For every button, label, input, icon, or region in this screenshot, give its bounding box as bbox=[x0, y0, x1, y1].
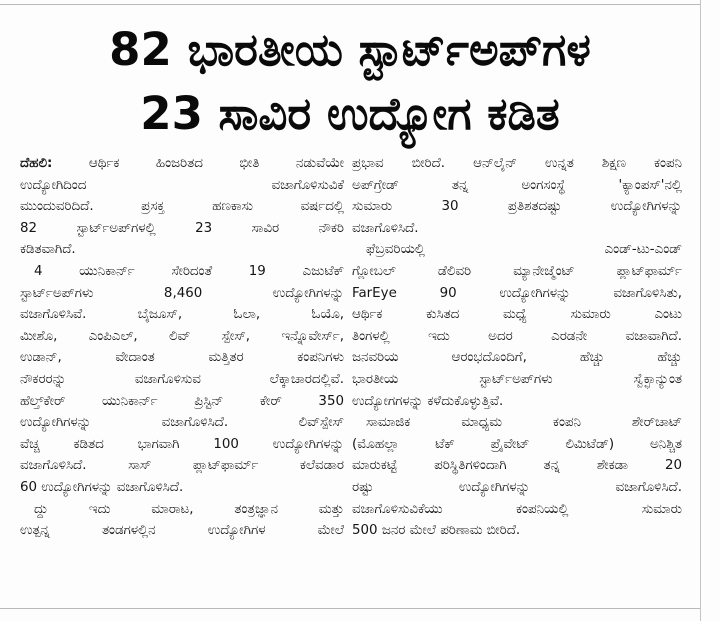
right-rule bbox=[700, 0, 701, 621]
body-line: ಕಡಿತವಾಗಿದೆ. bbox=[20, 242, 76, 258]
headline bbox=[10, 18, 690, 146]
body-line: ಪ್ರಭಾವ ಬೀರಿದೆ. ಆನ್‌ಲೈನ್ ಉನ್ನತ ಶಿಕ್ಷಣ ಕಂಪನಿ bbox=[352, 156, 682, 171]
body-line: FarEye 90 ಉದ್ಯೋಗಿಗಳನ್ನು ವಜಾಗೊಳಿಸಿತು, bbox=[352, 285, 682, 301]
body-line: 82 ಸ್ಟಾರ್ಟ್‌ಅಪ್‌ಗಳಲ್ಲಿ 23 ಸಾವಿರ ನೌಕರಿ bbox=[20, 220, 344, 236]
body-line: ಹೆಲ್ತ್‌ಕೇರ್ ಯುನಿಕಾರ್ನ್ ಪ್ರಿಸ್ಟಿನ್ ಕೇರ್ 350 bbox=[20, 393, 344, 409]
body-line bbox=[20, 153, 344, 175]
body-line: 60 ಉದ್ಯೋಗಿಗಳನ್ನು ವಜಾಗೊಳಿಸಿದೆ. bbox=[20, 479, 184, 495]
body-line: ಉದ್ಯೋಗಿಗಳನ್ನು ವಜಾಗೊಳಿಸಿದೆ. ಲಿವ್‌ಸ್ಪೇಸ್ bbox=[20, 415, 344, 431]
headline-line-2: 23 ಸಾವಿರ ಉದ್ಯೋಗ ಕಡಿತ bbox=[140, 87, 560, 140]
body-line: ದ್ದು ಇದು ಮಾರಾಟ, ತಂತ್ರಜ್ಞಾನ ಮತ್ತು bbox=[34, 501, 344, 517]
body-line: ಅಪ್‌ಗ್ರೇಡ್ ತನ್ನ ಅಂಗಸಂಸ್ಥೆ 'ಕ್ಯಾಂಪಸ್'ನಲ್ಲಿ bbox=[352, 177, 682, 193]
body-line: ರಷ್ಟು ಉದ್ಯೋಗಿಗಳನ್ನು ವಜಾಗೊಳಿಸಿದೆ. bbox=[352, 479, 682, 495]
body-line: ಆರ್ಥಿಕ ಕುಸಿತದ ಮಧ್ಯೆ ಸುಮಾರು ಎಂಟು bbox=[352, 307, 682, 323]
body-line-text: ಆರ್ಥಿಕ ಹಿಂಜರಿತದ ಭೀತಿ ನಡುವೆಯೇ bbox=[52, 156, 344, 171]
body-line: ಉದ್ಯೋಗಿದಿಂದ ವಜಾಗೊಳಿಸುವಿಕೆ bbox=[20, 177, 344, 193]
body-line: (ಮೊಹಲ್ಲಾ ಟೆಕ್ ಪ್ರೈವೇಟ್ ಲಿಮಿಟೆಡ್) ಅನಿಶ್ಚಿತ bbox=[352, 436, 682, 452]
bottom-rule bbox=[0, 608, 700, 609]
body-line: ಮಾರುಕಟ್ಟೆ ಪರಿಸ್ಥಿತಿಗಳಿಂದಾಗಿ ತನ್ನ ಶೇಕಡಾ 20 bbox=[352, 458, 682, 474]
body-line: ವಜಾಗೊಳಿಸಿದೆ. bbox=[352, 220, 419, 236]
left-column bbox=[20, 153, 344, 542]
body-line: ವಜಾಗೊಳಿಸಿವೆ. ಬೈಜೂಸ್, ಓಲಾ, ಓಯೊ, bbox=[20, 307, 344, 323]
body-line: ಸಾಮಾಜಿಕ ಮಾಧ್ಯಮ ಕಂಪನಿ ಶೇರ್‌ಚಾಟ್ bbox=[366, 415, 682, 431]
body-line: ಉಡಾನ್, ವೇದಾಂತ ಮತ್ತಿತರ ಕಂಪನಿಗಳು bbox=[20, 350, 344, 366]
body-line: ವಜಾಗೊಳಿಸಿದೆ. ಸಾಸ್ ಪ್ಲಾಟ್‌ಫಾರ್ಮ್ ಕಲೆವಡಾರ bbox=[20, 458, 344, 474]
body-line: ಫೆಬ್ರವರಿಯಲ್ಲಿ ಎಂಡ್-ಟು-ಎಂಡ್ bbox=[366, 242, 682, 258]
body-line: ಮೀಶೊ, ಎಂಪಿಎಲ್, ಲಿವ್ ಸ್ಪೇಸ್, ಇನ್ನೊವೇರ್ಸ್, bbox=[20, 328, 344, 344]
body-line: ಉತ್ಪನ್ನ ತಂಡಗಳಲ್ಲಿನ ಉದ್ಯೋಗಿಗಳ ಮೇಲೆ bbox=[20, 523, 344, 539]
body-line: ಮುಂದುವರಿದಿದೆ. ಪ್ರಸಕ್ತ ಹಣಕಾಸು ವರ್ಷದಲ್ಲಿ bbox=[20, 199, 344, 215]
body-line: ಉದ್ಯೋಗಗಳನ್ನು ಕಳೆದುಕೊಳ್ಳುತ್ತಿವೆ. bbox=[352, 393, 504, 409]
body-line: ಜನವರಿಯ ಆರಂಭದೊಂದಿಗೆ, ಹೆಚ್ಚು ಹೆಚ್ಚು bbox=[352, 350, 682, 366]
top-rule bbox=[0, 4, 700, 5]
body-line: ನೌಕರರನ್ನು ವಜಾಗೊಳಿಸುವ ಲೆಕ್ಕಾಚಾರದಲ್ಲಿವೆ. bbox=[20, 371, 344, 387]
body-line: ಸುಮಾರು 30 ಪ್ರತಿಶತದಷ್ಟು ಉದ್ಯೋಗಿಗಳನ್ನು bbox=[352, 199, 682, 215]
headline-line-1: 82 ಭಾರತೀಯ ಸ್ಟಾರ್ಟ್‌ಅಪ್‌ಗಳ bbox=[109, 23, 591, 76]
body-line: ಭಾರತೀಯ ಸ್ಟಾರ್ಟ್‌ಅಪ್‌ಗಳು ಸ್ವೆಕ್ಛಾನ್ಯುಂತ bbox=[352, 371, 682, 387]
right-column bbox=[352, 153, 682, 542]
body-line: ತಿಂಗಳಲ್ಲಿ ಇದು ಅದರ ಎರಡನೇ ವಜಾವಾಗಿದೆ. bbox=[352, 328, 682, 344]
body-line: ಗ್ಲೋಬಲ್ ಡೆಲಿವರಿ ಮ್ಯಾನೇಜ್ಮೆಂಟ್ ಪ್ಲಾಟ್‌ಫಾರ್ಮ್ bbox=[352, 263, 682, 279]
body-line: 500 ಜನರ ಮೇಲೆ ಪರಿಣಾಮ ಬೀರಿದೆ. bbox=[352, 523, 521, 539]
body-line: 4 ಯುನಿಕಾರ್ನ್ ಸೇರಿದಂತೆ 19 ಎಜುಟೆಕ್ bbox=[34, 263, 344, 279]
body-line: ವಜಾಗೊಳಿಸುವಿಕೆಯು ಕಂಪನಿಯಲ್ಲಿ ಸುಮಾರು bbox=[352, 501, 682, 517]
body-line: ವೆಚ್ಚ ಕಡಿತದ ಭಾಗವಾಗಿ 100 ಉದ್ಯೋಗಿಗಳನ್ನು bbox=[20, 436, 344, 452]
dateline: ದೆಹಲಿ: bbox=[20, 156, 53, 171]
body-line: ಸ್ಟಾರ್ಟ್‌ಅಪ್‌ಗಳು 8,460 ಉದ್ಯೋಗಿಗಳನ್ನು bbox=[20, 285, 344, 301]
